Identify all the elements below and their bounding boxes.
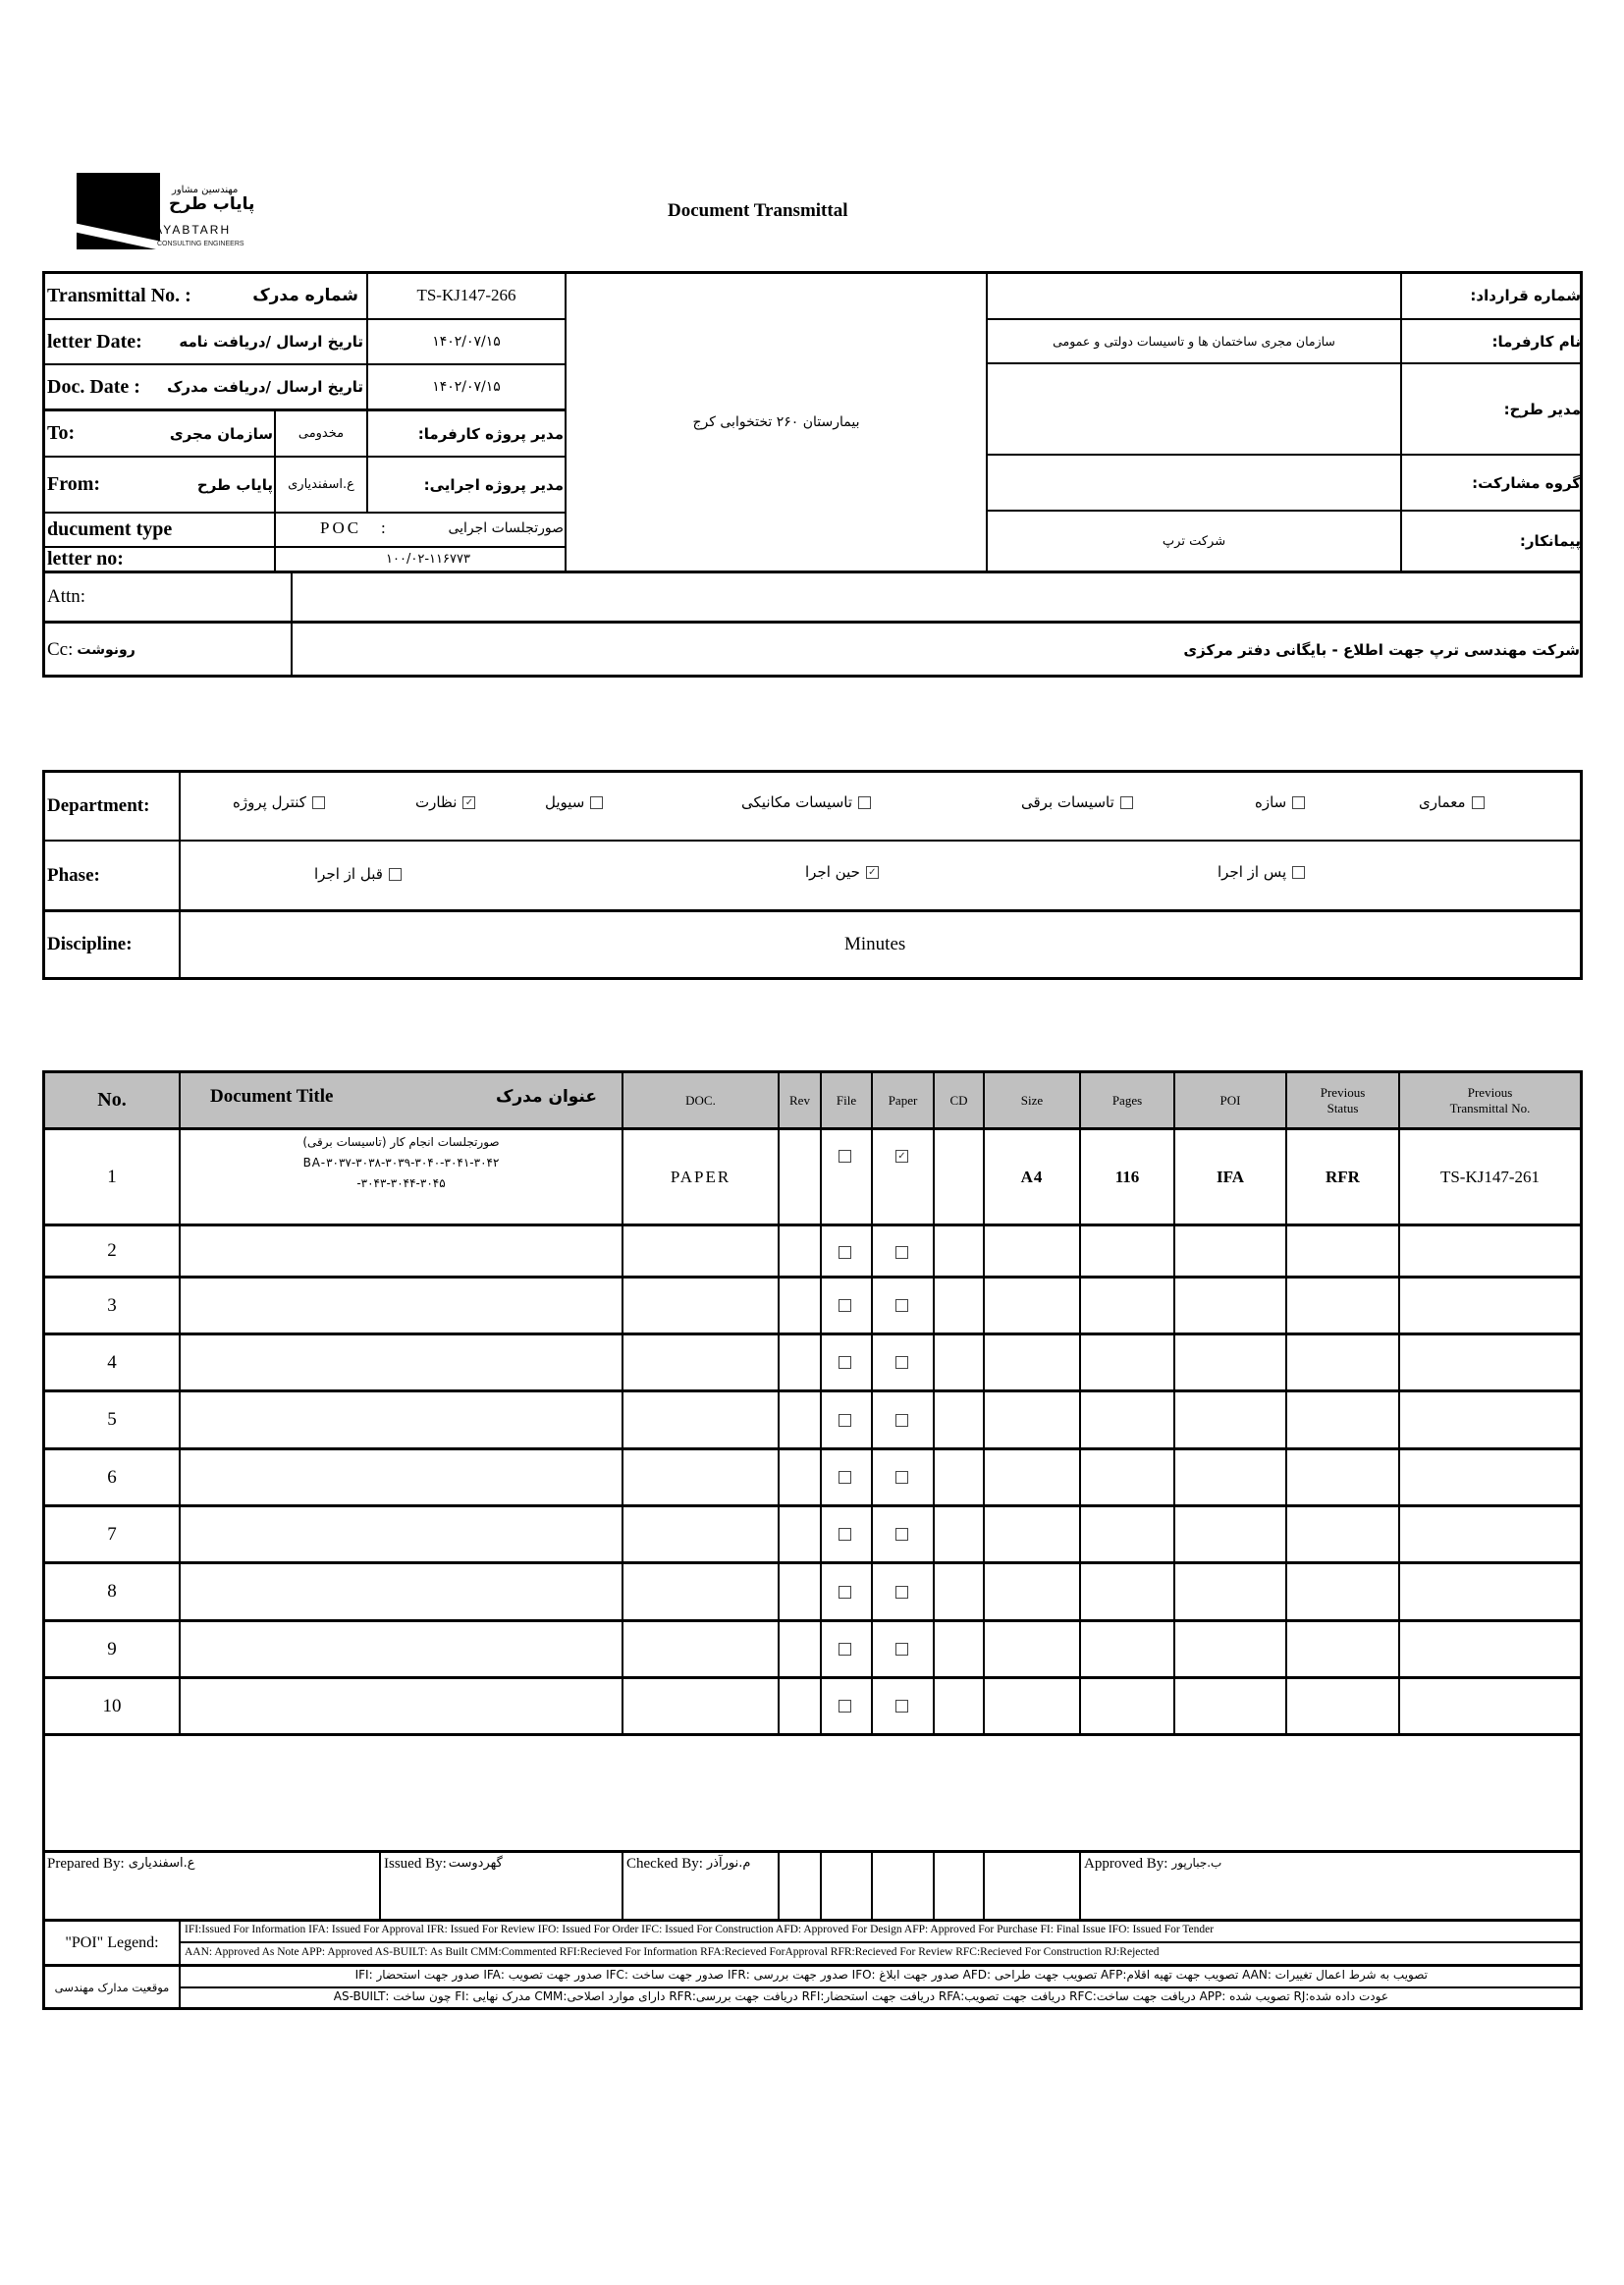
poi-legend-line-1: IFI:Issued For Information IFA: Issued For Approval IFR: Issued For Review IFO: Issued For Order IFC: Issued For Construction AFD: Approved For Design AFP: Approved For Purchase FI: Final Issue IFO: Issued For Tender [185,1924,1215,1935]
status-legend-line-2: عودت داده شده:RJ تصویب شده :APP دریافت جهت ساخت:RFC دریافت جهت تصویب:RFA دریافت جهت استحضار:RFI دریافت جهت بررسی:RFR دارای موارد اصلاحی:CMM مدرک نهایی :FI چون ساخت :AS-BUILT [333,1989,1388,2003]
row-paper-checkbox[interactable] [895,1243,908,1261]
discipline-value: Minutes [844,934,906,954]
issued-by: Issued By: گهردوست [384,1856,503,1872]
employer-value: سازمان مجری ساختمان ها و تاسیسات دولتی و عمومی [1053,334,1335,349]
from-value: پایاب طرح [196,475,273,494]
letter-no-value: ۱۰۰/۰۲-۱۱۶۷۷۳ [386,552,470,567]
cc-label: Cc: رونوشت [47,638,135,660]
to-value: سازمان مجری [169,424,273,443]
checkbox-electrical[interactable] [1120,796,1133,809]
document-type-label: ducument type [47,518,173,540]
company-logo [77,173,160,249]
row-document-title: صورتجلسات انجام کار (تاسیسات برقی) BA-۳۰۳۷-۳۰۳۸-۳۰۳۹-۳۰۴۰-۳۰۴۱-۳۰۴۲ ۳۰۴۳-۳۰۴۴-۳۰۴۵- [302,1135,500,1190]
dept-option-civil[interactable]: سیویل [545,793,603,811]
plan-manager-value [988,364,1400,454]
letter-date-label: letter Date: [47,330,142,353]
phase-option-before[interactable]: قبل از اجرا [314,865,402,883]
row-number: 8 [107,1581,117,1602]
letter-date-label-fa: تاریخ ارسال /دریافت نامه [179,333,363,351]
checkbox-during-execution-checked[interactable]: ✓ [866,866,879,879]
row-doc-type: PAPER [670,1167,731,1186]
row-number: 10 [102,1695,122,1716]
dept-option-supervision[interactable]: ✓ نظارت [415,793,475,811]
transmittal-no-label-fa: شماره مدرک [252,286,358,305]
row-file-checkbox[interactable] [839,1640,851,1658]
partnership-group-value [988,456,1400,510]
col-header-rev: Rev [789,1092,810,1108]
logo-subtitle-fa: مهندسین مشاور [172,185,239,195]
row-number: 3 [107,1294,117,1316]
document-title: Document Transmittal [668,200,848,221]
row-paper-checkbox[interactable] [895,1411,908,1429]
transmittal-no-label: Transmittal No. : [47,284,191,306]
doc-date-label-fa: تاریخ ارسال /دریافت مدرک [167,378,363,396]
row-size: A4 [1020,1167,1044,1186]
poi-legend-line-2: AAN: Approved As Note APP: Approved AS-BUILT: As Built CMM:Commented RFI:Recieved For Information RFA:Recieved ForApproval RFR:Recieved For Review RFC:Recieved For Construction RJ:Rejected [185,1946,1160,1958]
row-number: 7 [107,1523,117,1545]
approved-by: Approved By: ب.جبارپور [1084,1856,1222,1872]
col-header-title-en: Document Title [210,1086,334,1107]
from-label: From: [47,473,101,495]
col-header-poi: POI [1219,1092,1241,1108]
col-header-previous-status: Previous Status [1320,1084,1366,1115]
status-legend-line-1: تصویب به شرط اعمال تغییرات :AAN تصویب جهت تهیه اقلام:AFP تصویب جهت طراحی :AFD صدور جهت ابلاغ :IFO صدور جهت بررسی :IFR صدور جهت ساخت :IFC صدور جهت تصویب :IFA صدور جهت استحضار :IFI [354,1968,1428,1982]
logo-name-fa: پایاب طرح [169,194,255,214]
row-paper-checkbox[interactable] [895,1525,908,1543]
checkbox-before-execution[interactable] [389,868,402,881]
checked-by: Checked By: م.نورآذر [626,1856,751,1872]
doc-date-value: ۱۴۰۲/۰۷/۱۵ [432,379,501,395]
letter-date-value: ۱۴۰۲/۰۷/۱۵ [432,334,501,350]
row-paper-checkbox-checked[interactable]: ✓ [895,1147,908,1165]
row-file-checkbox[interactable] [839,1697,851,1714]
row-pages: 116 [1114,1167,1140,1186]
plan-manager-label: مدیر طرح: [1503,400,1581,418]
cc-value: شرکت مهندسی ترپ جهت اطلاع - بایگانی دفتر مرکزی [1183,640,1580,659]
letter-no-label: letter no: [47,548,124,570]
phase-label: Phase: [47,864,100,886]
attn-value [294,573,1580,621]
poi-legend-label: "POI" Legend: [65,1933,159,1951]
row-paper-checkbox[interactable] [895,1583,908,1601]
col-header-paper: Paper [888,1092,918,1108]
row-paper-checkbox[interactable] [895,1468,908,1486]
col-header-title-fa: عنوان مدرک [495,1087,597,1107]
row-file-checkbox[interactable] [839,1411,851,1429]
document-type-code: POC [320,518,362,537]
row-paper-checkbox[interactable] [895,1640,908,1658]
col-header-file: File [836,1092,857,1108]
checkbox-after-execution[interactable] [1292,866,1305,879]
row-number: 6 [107,1466,117,1488]
dept-option-architecture[interactable]: معماری [1419,793,1485,811]
employer-label: نام کارفرما: [1491,332,1581,351]
dept-option-structure[interactable]: سازه [1255,793,1305,811]
document-type-value: صورتجلسات اجرایی [448,520,564,536]
logo-name-en: PAYABTARH [145,223,232,237]
phase-option-after[interactable]: پس از اجرا [1218,863,1305,881]
col-header-pages: Pages [1111,1092,1143,1108]
row-rev [780,1130,820,1224]
row-number: 4 [107,1351,117,1373]
checkbox-civil[interactable] [590,796,603,809]
to-role: مدیر پروژه کارفرما: [417,424,564,443]
contract-no-value [988,273,1400,318]
phase-option-during[interactable]: ✓ حین اجرا [805,863,879,881]
col-header-previous-transmittal: Previous Transmittal No. [1449,1084,1531,1115]
row-file-checkbox[interactable] [839,1525,851,1543]
row-paper-checkbox[interactable] [895,1296,908,1314]
logo-tagline: CONSULTING ENGINEERS [157,241,244,247]
row-poi: IFA [1216,1167,1244,1186]
col-header-doc: DOC. [685,1092,716,1108]
row-number: 9 [107,1638,117,1659]
department-label: Department: [47,795,150,816]
row-paper-checkbox[interactable] [895,1697,908,1714]
from-role: مدیر پروژه اجرایی: [423,475,564,494]
contractor-label: پیمانکار: [1519,532,1581,550]
attn-label: Attn: [47,586,86,607]
row-file-checkbox[interactable] [839,1243,851,1261]
row-file-checkbox[interactable] [839,1296,851,1314]
to-label: To: [47,422,76,444]
status-legend-label: موقعیت مدارک مهندسی [54,1981,170,1994]
row-previous-transmittal: TS-KJ147-261 [1439,1167,1541,1186]
prepared-by: Prepared By: ع.اسفندیاری [47,1856,195,1872]
row-file-checkbox[interactable] [839,1583,851,1601]
to-person: مخدومی [298,426,345,441]
checkbox-project-control[interactable] [312,796,325,809]
transmittal-no-value: TS-KJ147-266 [416,286,516,304]
row-previous-status: RFR [1326,1167,1360,1186]
row-number: 1 [107,1166,117,1187]
checkbox-structure[interactable] [1292,796,1305,809]
checkbox-architecture[interactable] [1472,796,1485,809]
discipline-label: Discipline: [47,934,133,954]
row-paper-checkbox[interactable] [895,1353,908,1371]
col-header-cd: CD [949,1092,968,1108]
dept-option-mechanical[interactable]: تاسیسات مکانیکی [741,793,871,811]
from-person: ع.اسفندیاری [288,477,354,492]
document-type-separator: : [381,518,386,537]
col-header-size: Size [1020,1092,1044,1108]
row-number: 2 [107,1240,117,1261]
partnership-group-label: گروه مشارکت: [1472,473,1581,492]
row-file-checkbox[interactable] [839,1353,851,1371]
doc-date-label: Doc. Date : [47,375,140,398]
checkbox-mechanical[interactable] [858,796,871,809]
dept-option-project-control[interactable]: کنترل پروژه [233,793,325,811]
checkbox-supervision-checked[interactable]: ✓ [462,796,475,809]
row-cd [935,1130,983,1224]
contract-no-label: شماره قرارداد: [1470,287,1581,304]
project-name: بیمارستان ۲۶۰ تختخوابی کرج [692,413,860,430]
row-number: 5 [107,1409,117,1430]
row-file-checkbox[interactable] [839,1468,851,1486]
dept-option-electrical[interactable]: تاسیسات برقی [1021,793,1133,811]
col-header-no: No. [97,1089,127,1111]
row-file-checkbox[interactable] [839,1147,851,1165]
contractor-value: شرکت ترپ [1162,533,1226,549]
